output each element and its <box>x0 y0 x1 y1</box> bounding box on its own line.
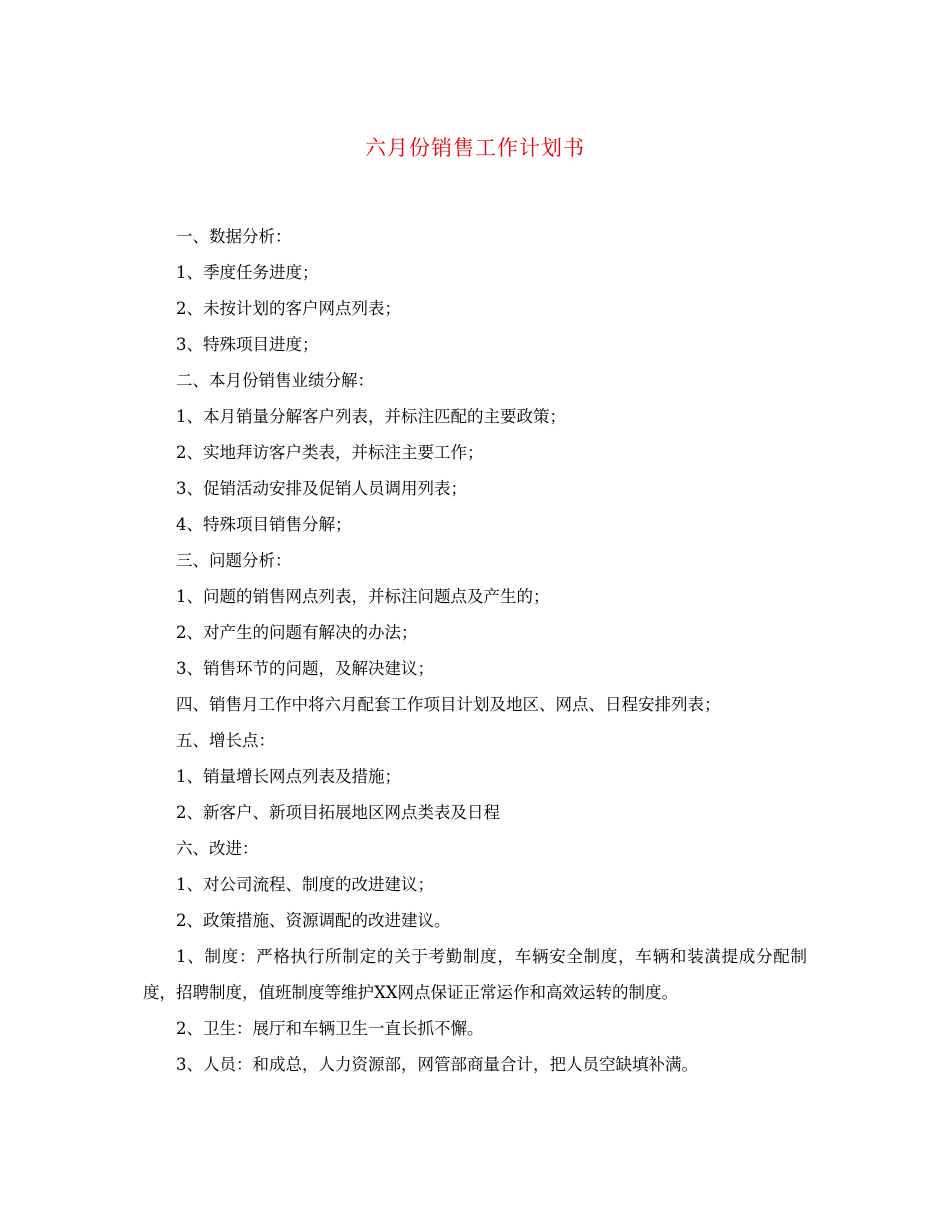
list-item: 2、新客户、新项目拓展地区网点类表及日程 <box>176 803 500 822</box>
list-item: 3、促销活动安排及促销人员调用列表； <box>176 479 467 498</box>
list-item: 3、特殊项目进度； <box>176 335 319 354</box>
heading-problem-analysis: 三、问题分析： <box>176 551 292 570</box>
list-item: 1、销量增长网点列表及措施； <box>176 767 401 786</box>
paragraph-system: 1、制度：严格执行所制定的关于考勤制度，车辆安全制度，车辆和装潢提成分配制度，招聘制度，值班制度等维护XX网点保证正常运作和高效运转的制度。 <box>143 947 807 1002</box>
heading-sales-breakdown: 二、本月份销售业绩分解： <box>176 371 374 390</box>
list-item: 2、实地拜访客户类表，并标注主要工作； <box>176 443 484 462</box>
list-item: 2、政策措施、资源调配的改进建议。 <box>176 911 451 930</box>
list-item: 1、问题的销售网点列表，并标注问题点及产生的； <box>176 587 550 606</box>
list-item: 1、本月销量分解客户列表，并标注匹配的主要政策； <box>176 407 566 426</box>
document-body <box>143 219 807 1083</box>
list-item: 2、对产生的问题有解决的办法； <box>176 623 418 642</box>
paragraph-hygiene: 2、卫生：展厅和车辆卫生一直长抓不懈。 <box>176 1019 484 1038</box>
heading-growth-points: 五、增长点： <box>176 731 275 750</box>
list-item: 3、销售环节的问题，及解决建议； <box>176 659 434 678</box>
heading-improvement: 六、改进： <box>176 839 259 858</box>
list-item: 1、季度任务进度； <box>176 263 319 282</box>
list-item: 4、特殊项目销售分解； <box>176 515 352 534</box>
document-title: 六月份销售工作计划书 <box>365 136 585 160</box>
paragraph-staff: 3、人员：和成总，人力资源部，网管部商量合计，把人员空缺填补满。 <box>176 1055 698 1074</box>
heading-monthly-plan: 四、销售月工作中将六月配套工作项目计划及地区、网点、日程安排列表； <box>176 695 721 714</box>
list-item: 2、未按计划的客户网点列表； <box>176 299 401 318</box>
heading-data-analysis: 一、数据分析： <box>176 227 292 246</box>
list-item: 1、对公司流程、制度的改进建议； <box>176 875 434 894</box>
